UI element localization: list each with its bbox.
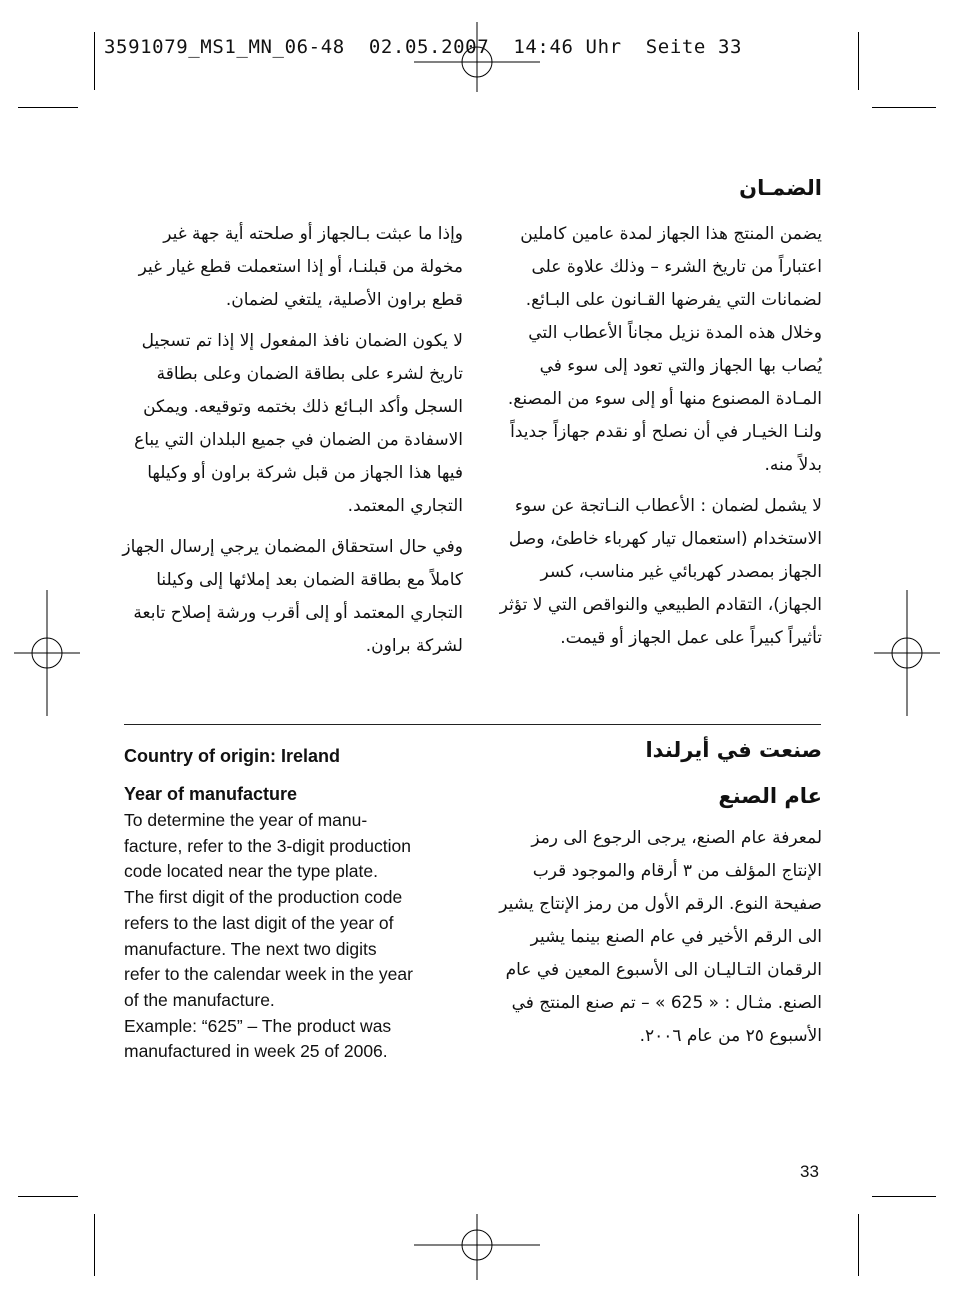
text-line: The first digit of the production code: [124, 887, 403, 908]
warranty-right-column: [492, 218, 822, 663]
text-line: of the manufacture.: [124, 989, 275, 1010]
page-number: 33: [800, 1162, 819, 1181]
year-of-manufacture-text-ar: لمعرفة عام الصنع، يرجى الرجوع الى رمز الإنتاج المؤلف من ٣ أرقام والموجود قرب صفيحة النوع. الرقم الأول من رمز الإنتاج يشير الى الرقم الأخير في عام الصنع بينما يشير الرقمان التـاليـان الى الأسبوع المعين في عام الصنع. مثـال : « 625 » – تم صنع المنتج في الأسبوع ٢٥ من عام ٢٠٠٦.: [499, 828, 822, 1046]
print-slug: 3591079_MS1_MN_06-48 02.05.2007 14:46 Uhr Seite 33: [104, 36, 743, 58]
text-line: manufactured in week 25 of 2006.: [124, 1041, 388, 1062]
year-of-manufacture-text-en: [124, 808, 469, 1065]
registration-mark-icon: [874, 590, 940, 716]
text-line: refers to the last digit of the year of: [124, 912, 394, 933]
warranty-paragraph: وفي حال استحقاق المضمان يرجي إرسال الجهاز كاملاً مع بطاقة الضمان بعد إملائها إلى وكيلنا التجاري المعتمد أو إلى أقرب ورشة إصلاح تابعة لشركة براون.: [122, 537, 463, 656]
text-line: To determine the year of manu-: [124, 810, 368, 830]
crop-mark: [858, 32, 859, 90]
crop-mark: [94, 32, 95, 90]
text-line: manufacture. The next two digits: [124, 938, 377, 959]
country-of-origin-en: Country of origin: Ireland: [124, 746, 340, 766]
crop-mark: [872, 1196, 936, 1197]
warranty-paragraph: يضمن المنتج هذا الجهاز لمدة عامين كاملين اعتباراً من تاريخ الشرء – وذلك علاوة على لضمانات التي يفرضها القـانون على البـائع. وخلال هذه المدة نزيل مجاناً الأعطاب التي يُصاب بها الجهاز والتي تعود إلى سوء في المـادة المصنوع منها أو إلى سوء من المصنع. ولنـا الخيـار في أن نصلح أو نقدم جهازاً جديداً بدلاً منه.: [507, 224, 822, 475]
country-of-origin-ar: صنعت في أيرلندا: [645, 738, 822, 762]
text-line: code located near the type plate.: [124, 861, 378, 882]
year-of-manufacture-title-ar: عام الصنع: [718, 784, 822, 808]
text-line: refer to the calendar week in the year: [124, 964, 413, 985]
crop-mark: [858, 1214, 859, 1276]
warranty-left-column: [122, 218, 463, 671]
crop-mark: [18, 107, 78, 108]
registration-mark-icon: [414, 1214, 540, 1280]
section-divider: [124, 724, 821, 725]
text-line: facture, refer to the 3-digit production: [124, 835, 411, 856]
text-line: Example: “625” – The product was: [124, 1015, 392, 1036]
warranty-paragraph: لا يشمل لضمان : الأعطاب النـاتجة عن سوء الاستخدام (استعمال تيار كهرباء خاطئ، وصل الجهاز بمصدر كهربائي غير مناسب، كسر الجهاز)، التقادم الطبيعي والنواقص التي لا تؤثر تأثيراً كبيراً على عمل الجهاز أو قيمت.: [499, 496, 822, 648]
warranty-paragraph: وإذا ما عبثت بـالجهاز أو صلحته أية جهة غير مخولة من قبلنـا، أو إذا استعملت قطع غيار غير قطع براون الأصلية، يلتغي لضمان.: [138, 224, 463, 310]
crop-mark: [94, 1214, 95, 1276]
crop-mark: [872, 107, 936, 108]
year-of-manufacture-title-en: Year of manufacture: [124, 784, 298, 804]
registration-mark-icon: [14, 590, 80, 716]
warranty-title: الضمـان: [739, 176, 822, 200]
warranty-paragraph: لا يكون الضمان نافذ المفعول إلا إذا تم تسجيل تاريخ لشرء على بطاقة الضمان وعلى بطاقة السجل وأكد البـائع ذلك بختمه وتوقيعه. ويمكن الاسفادة من الضمان في جميع البلدان التي يباع فيها هذا الجهاز من قبل شركة براون أو وكيلها التجاري المعتمد.: [134, 331, 463, 516]
crop-mark: [18, 1196, 78, 1197]
